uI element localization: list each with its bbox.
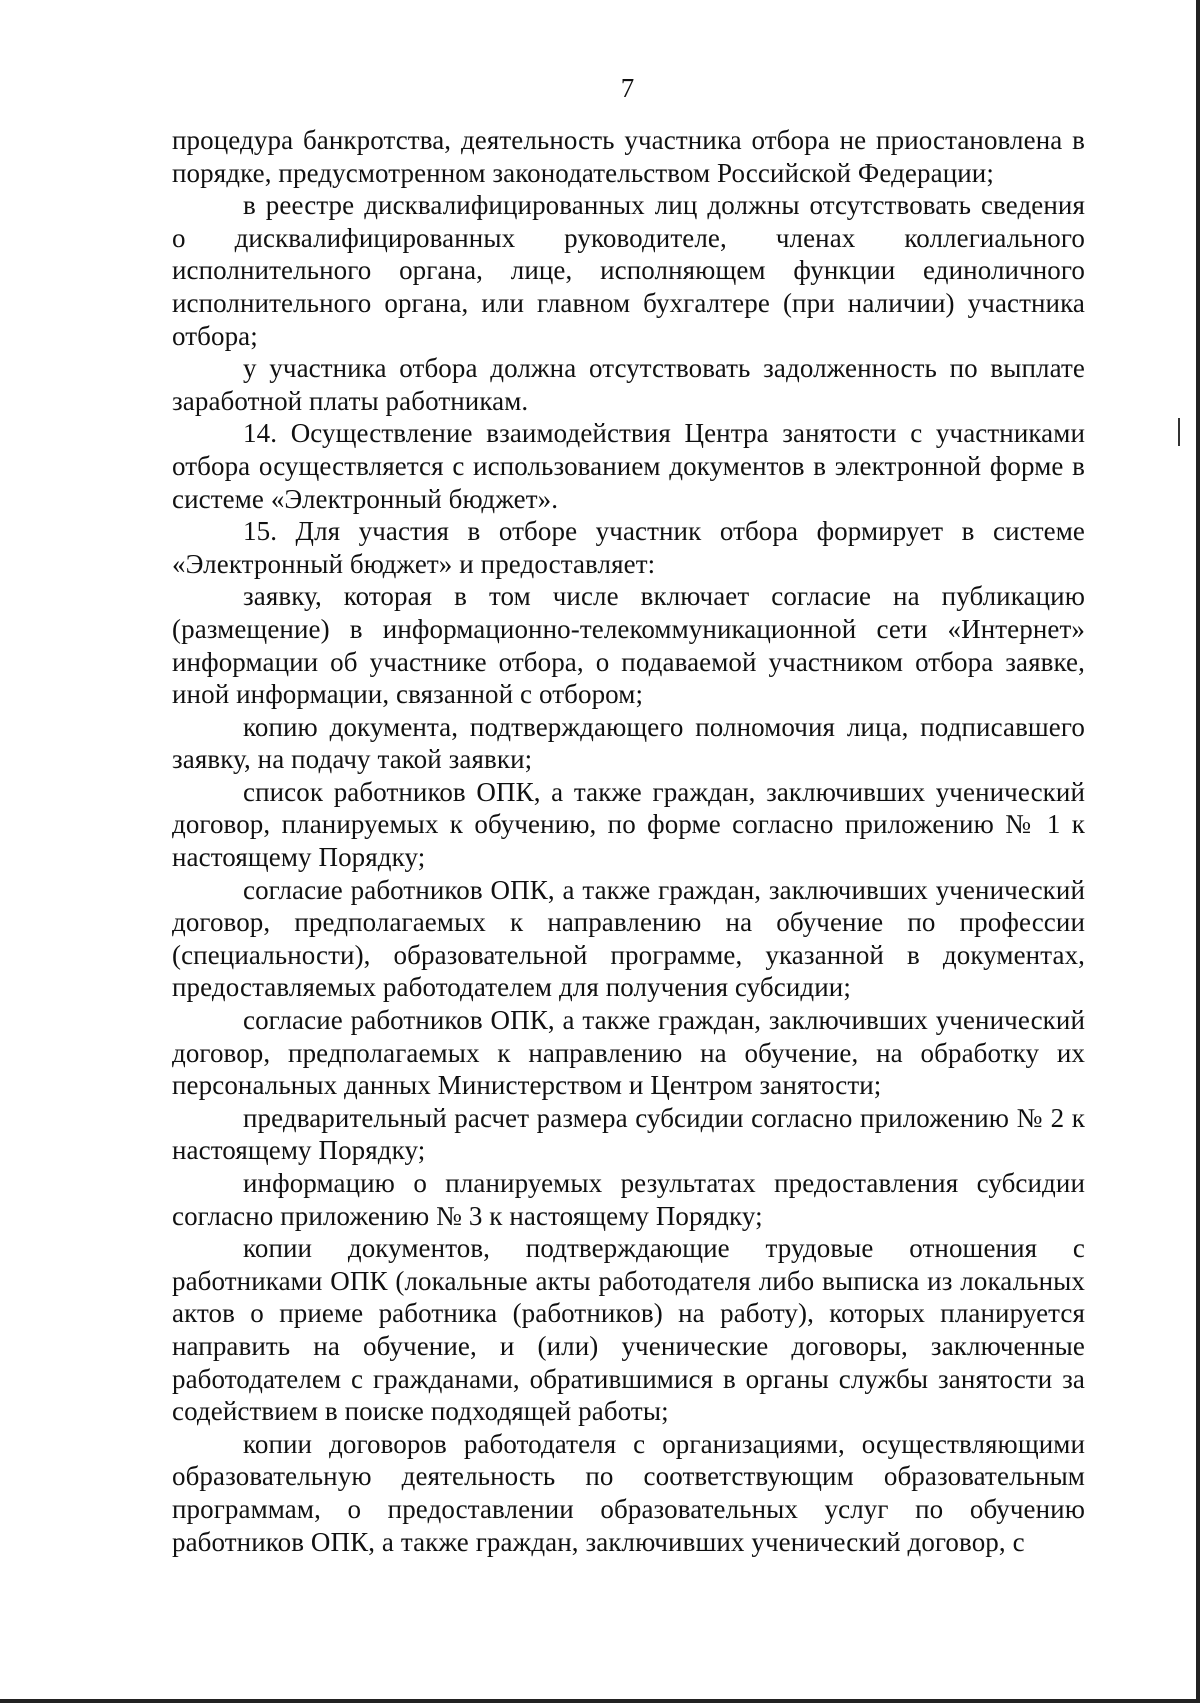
paragraph-application: заявку, которая в том числе включает согласие на публикацию (размещение) в информационно-телекоммуникационной сети «Интернет» информации об участнике отбора, о подаваемой участником отбора заявке, иной информации, связанной с отбором; — [172, 581, 1085, 710]
paragraph-labor-documents: копии документов, подтверждающие трудовые отношения с работниками ОПК (локальные акты работодателя либо выписка из локальных актов о приеме работника (работников) на работу), которых планируется направить на обучение, и (или) ученические договоры, заключенные работодателем с гражданами, обратившимися в органы службы занятости за содействием в поиске подходящей работы; — [172, 1233, 1085, 1427]
paragraph-subsidy-calculation: предварительный расчет размера субсидии согласно приложению № 2 к настоящему Порядку; — [172, 1102, 1085, 1166]
paragraph-wage-arrears: у участника отбора должна отсутствовать задолженность по выплате заработной платы работникам. — [172, 353, 1085, 416]
paragraph-continuation: процедура банкротства, деятельность участника отбора не приостановлена в порядке, предусмотренном законодательством Российской Федерации; — [172, 125, 1085, 188]
scan-edge-mark — [1178, 418, 1180, 446]
paragraph-consent-training: согласие работников ОПК, а также граждан, заключивших ученический договор, предполагаемых к направлению на обучение по профессии (специальности), образовательной программе, указанной в документах, предоставляемых работодателем для получения субсидии; — [172, 874, 1085, 1003]
paragraph-disqualified-registry: в реестре дисквалифицированных лиц должны отсутствовать сведения о дисквалифицированных руководителе, членах коллегиального исполнительного органа, лице, исполняющем функции единоличного исполнительного органа, или главном бухгалтере (при наличии) участника отбора; — [172, 190, 1085, 351]
paragraph-authority-copy: копию документа, подтверждающего полномочия лица, подписавшего заявку, на подачу такой заявки; — [172, 711, 1085, 775]
paragraph-consent-data: согласие работников ОПК, а также граждан, заключивших ученический договор, предполагаемых к направлению на обучение, на обработку их персональных данных Министерством и Центром занятости; — [172, 1005, 1085, 1101]
paragraph-employee-list: список работников ОПК, а также граждан, заключивших ученический договор, планируемых к обучению, по форме согласно приложению № 1 к настоящему Порядку; — [172, 776, 1085, 873]
page-number: 7 — [620, 73, 635, 103]
scan-edge-bottom — [0, 1699, 1200, 1703]
paragraph-education-contracts: копии договоров работодателя с организациями, осуществляющими образовательную деятельность по соответствующим образовательным программам, о предоставлении образовательных услуг по обучению работников ОПК, а также граждан, заключивших ученический договор, с — [172, 1428, 1085, 1557]
paragraph-planned-results: информацию о планируемых результатах предоставления субсидии согласно приложению № 3 к настоящему Порядку; — [172, 1168, 1085, 1231]
scan-edge-right — [1196, 0, 1200, 1703]
document-body — [172, 124, 1085, 1558]
paragraph-15: 15. Для участия в отборе участник отбора формирует в системе «Электронный бюджет» и предоставляет: — [172, 516, 1085, 579]
paragraph-14: 14. Осуществление взаимодействия Центра занятости с участниками отбора осуществляется с использованием документов в электронной форме в системе «Электронный бюджет». — [172, 418, 1085, 514]
